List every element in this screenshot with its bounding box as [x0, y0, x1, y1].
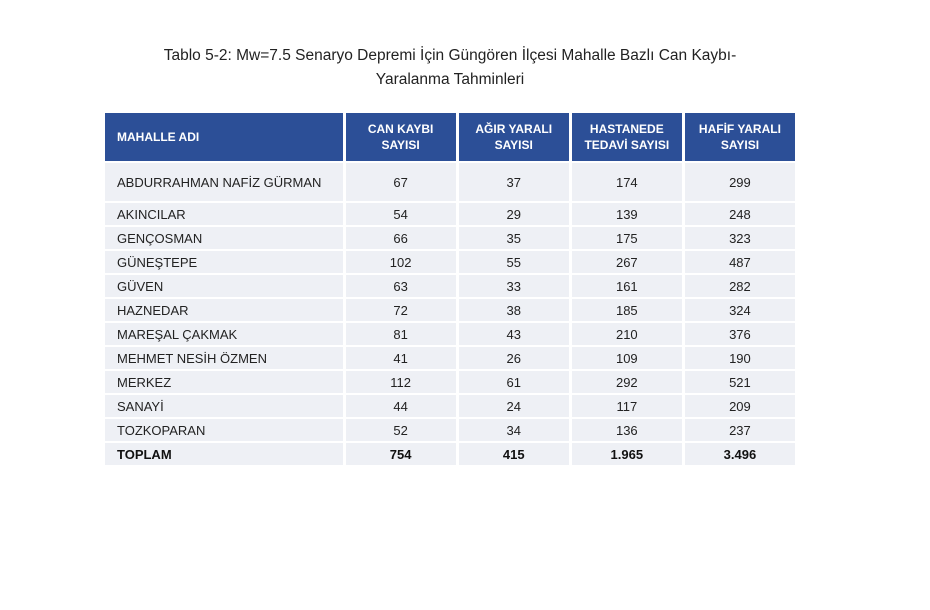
- table-row: [105, 371, 795, 393]
- table-row: [105, 323, 795, 345]
- cell-mahalle: MERKEZ: [105, 371, 343, 393]
- caption-line-1: Tablo 5-2: Mw=7.5 Senaryo Depremi İçin Güngören İlçesi Mahalle Bazlı Can Kaybı-: [163, 47, 737, 64]
- cell-total-hastanede-tedavi: 1.965: [572, 443, 682, 465]
- cell-mahalle: SANAYİ: [105, 395, 343, 417]
- cell-mahalle: TOZKOPARAN: [105, 419, 343, 441]
- cell-hastanede-tedavi: 139: [572, 203, 682, 225]
- cell-mahalle: HAZNEDAR: [105, 299, 343, 321]
- caption-line-2: Yaralanma Tahminleri: [375, 71, 525, 88]
- cell-agir-yarali: 61: [459, 371, 569, 393]
- cell-mahalle: MEHMET NESİH ÖZMEN: [105, 347, 343, 369]
- cell-mahalle: MAREŞAL ÇAKMAK: [105, 323, 343, 345]
- header-mahalle-adi: MAHALLE ADI: [105, 113, 343, 161]
- cell-can-kaybi: 112: [346, 371, 456, 393]
- cell-total-can-kaybi: 754: [346, 443, 456, 465]
- table-header: [105, 113, 795, 161]
- cell-can-kaybi: 67: [346, 163, 456, 201]
- cell-agir-yarali: 34: [459, 419, 569, 441]
- cell-can-kaybi: 72: [346, 299, 456, 321]
- cell-hastanede-tedavi: 185: [572, 299, 682, 321]
- table-row: [105, 251, 795, 273]
- cell-hastanede-tedavi: 174: [572, 163, 682, 201]
- cell-hafif-yarali: 324: [685, 299, 795, 321]
- cell-mahalle: GENÇOSMAN: [105, 227, 343, 249]
- cell-hafif-yarali: 209: [685, 395, 795, 417]
- table-row: [105, 203, 795, 225]
- cell-total-hafif-yarali: 3.496: [685, 443, 795, 465]
- cell-mahalle: GÜVEN: [105, 275, 343, 297]
- table-row: [105, 163, 795, 201]
- table-row: [105, 275, 795, 297]
- cell-agir-yarali: 26: [459, 347, 569, 369]
- cell-hastanede-tedavi: 161: [572, 275, 682, 297]
- cell-agir-yarali: 33: [459, 275, 569, 297]
- cell-hastanede-tedavi: 292: [572, 371, 682, 393]
- cell-hafif-yarali: 323: [685, 227, 795, 249]
- cell-hafif-yarali: 282: [685, 275, 795, 297]
- cell-mahalle: GÜNEŞTEPE: [105, 251, 343, 273]
- cell-can-kaybi: 81: [346, 323, 456, 345]
- cell-agir-yarali: 24: [459, 395, 569, 417]
- table-row: [105, 227, 795, 249]
- cell-agir-yarali: 55: [459, 251, 569, 273]
- cell-hastanede-tedavi: 136: [572, 419, 682, 441]
- header-can-kaybi: CAN KAYBI SAYISI: [346, 113, 456, 161]
- cell-toplam-label: TOPLAM: [105, 443, 343, 465]
- cell-hafif-yarali: 487: [685, 251, 795, 273]
- header-hafif-yarali: HAFİF YARALI SAYISI: [685, 113, 795, 161]
- casualty-table: [102, 111, 798, 467]
- cell-hastanede-tedavi: 210: [572, 323, 682, 345]
- cell-hafif-yarali: 237: [685, 419, 795, 441]
- cell-hastanede-tedavi: 117: [572, 395, 682, 417]
- cell-hafif-yarali: 521: [685, 371, 795, 393]
- table-row: [105, 395, 795, 417]
- cell-hafif-yarali: 190: [685, 347, 795, 369]
- cell-hastanede-tedavi: 109: [572, 347, 682, 369]
- cell-can-kaybi: 63: [346, 275, 456, 297]
- cell-hafif-yarali: 376: [685, 323, 795, 345]
- cell-can-kaybi: 54: [346, 203, 456, 225]
- cell-can-kaybi: 44: [346, 395, 456, 417]
- cell-agir-yarali: 43: [459, 323, 569, 345]
- cell-total-agir-yarali: 415: [459, 443, 569, 465]
- cell-can-kaybi: 66: [346, 227, 456, 249]
- cell-agir-yarali: 38: [459, 299, 569, 321]
- cell-hastanede-tedavi: 175: [572, 227, 682, 249]
- cell-hafif-yarali: 299: [685, 163, 795, 201]
- table-caption: [100, 44, 800, 92]
- table-body: [105, 163, 795, 465]
- cell-can-kaybi: 41: [346, 347, 456, 369]
- cell-mahalle: AKINCILAR: [105, 203, 343, 225]
- total-row: [105, 443, 795, 465]
- header-agir-yarali: AĞIR YARALI SAYISI: [459, 113, 569, 161]
- cell-agir-yarali: 35: [459, 227, 569, 249]
- table-row: [105, 347, 795, 369]
- table-row: [105, 299, 795, 321]
- cell-can-kaybi: 102: [346, 251, 456, 273]
- cell-hastanede-tedavi: 267: [572, 251, 682, 273]
- header-row: [105, 113, 795, 161]
- table-row: [105, 419, 795, 441]
- cell-agir-yarali: 29: [459, 203, 569, 225]
- header-hastanede-tedavi: HASTANEDE TEDAVİ SAYISI: [572, 113, 682, 161]
- cell-hafif-yarali: 248: [685, 203, 795, 225]
- cell-mahalle: ABDURRAHMAN NAFİZ GÜRMAN: [105, 163, 343, 201]
- cell-agir-yarali: 37: [459, 163, 569, 201]
- cell-can-kaybi: 52: [346, 419, 456, 441]
